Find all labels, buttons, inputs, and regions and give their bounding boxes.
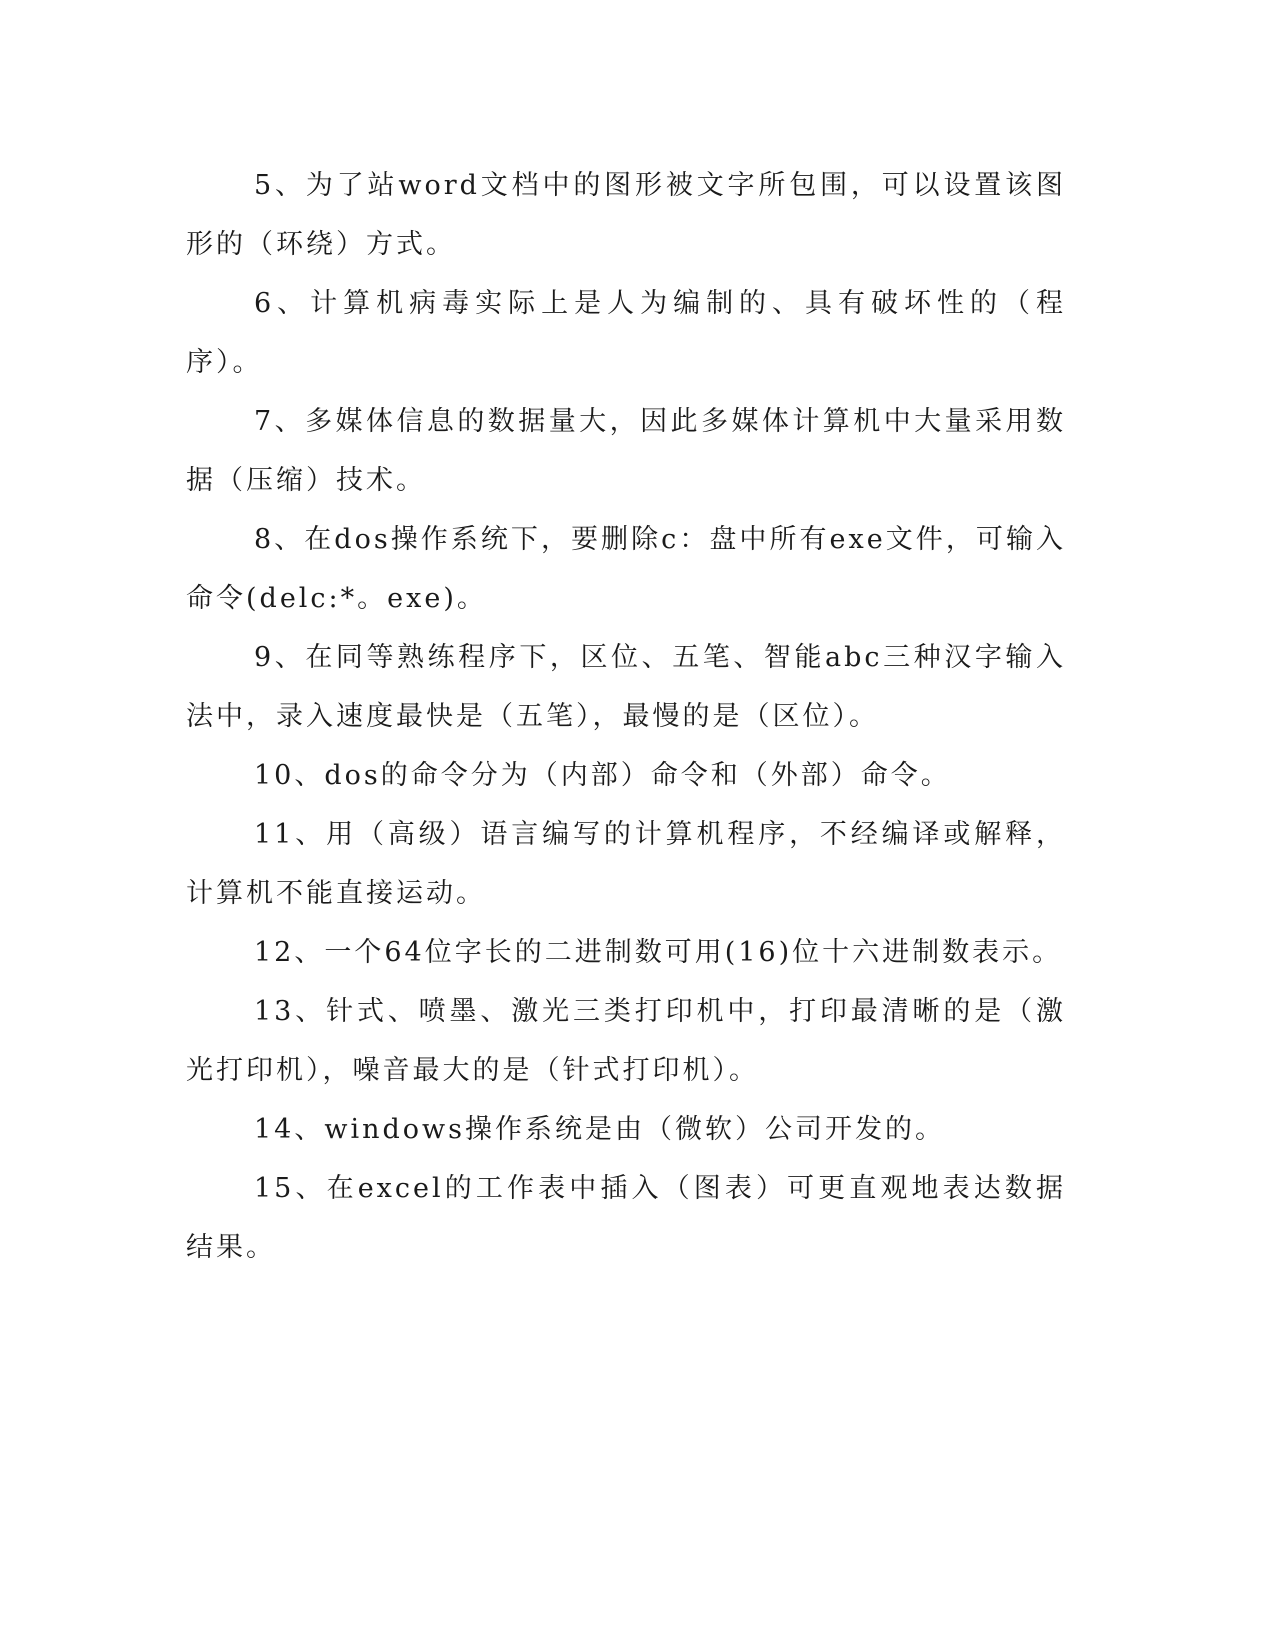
question-14: 14、windows操作系统是由（微软）公司开发的。: [254, 1114, 945, 1145]
question-15: 15、在excel的工作表中插入（图表）可更直观地表达数据结果。: [186, 1173, 1066, 1263]
question-8: 8、在dos操作系统下，要删除c：盘中所有exe文件，可输入命令(delc:*。exe)。: [186, 524, 1066, 614]
question-7: 7、多媒体信息的数据量大，因此多媒体计算机中大量采用数据（压缩）技术。: [186, 406, 1066, 496]
question-11: 11、用（高级）语言编写的计算机程序，不经编译或解释，计算机不能直接运动。: [186, 819, 1066, 909]
question-5: 5、为了站word文档中的图形被文字所包围，可以设置该图形的（环绕）方式。: [186, 170, 1066, 260]
question-9: 9、在同等熟练程序下，区位、五笔、智能abc三种汉字输入法中，录入速度最快是（五笔），最慢的是（区位）。: [186, 642, 1066, 732]
question-6: 6、计算机病毒实际上是人为编制的、具有破坏性的（程序）。: [186, 288, 1066, 378]
document-body: [186, 156, 1066, 1277]
question-12: 12、一个64位字长的二进制数可用(16)位十六进制数表示。: [254, 937, 1063, 968]
question-13: 13、针式、喷墨、激光三类打印机中，打印最清晰的是（激光打印机），噪音最大的是（针式打印机）。: [186, 996, 1066, 1086]
question-10: 10、dos的命令分为（内部）命令和（外部）命令。: [254, 760, 951, 791]
